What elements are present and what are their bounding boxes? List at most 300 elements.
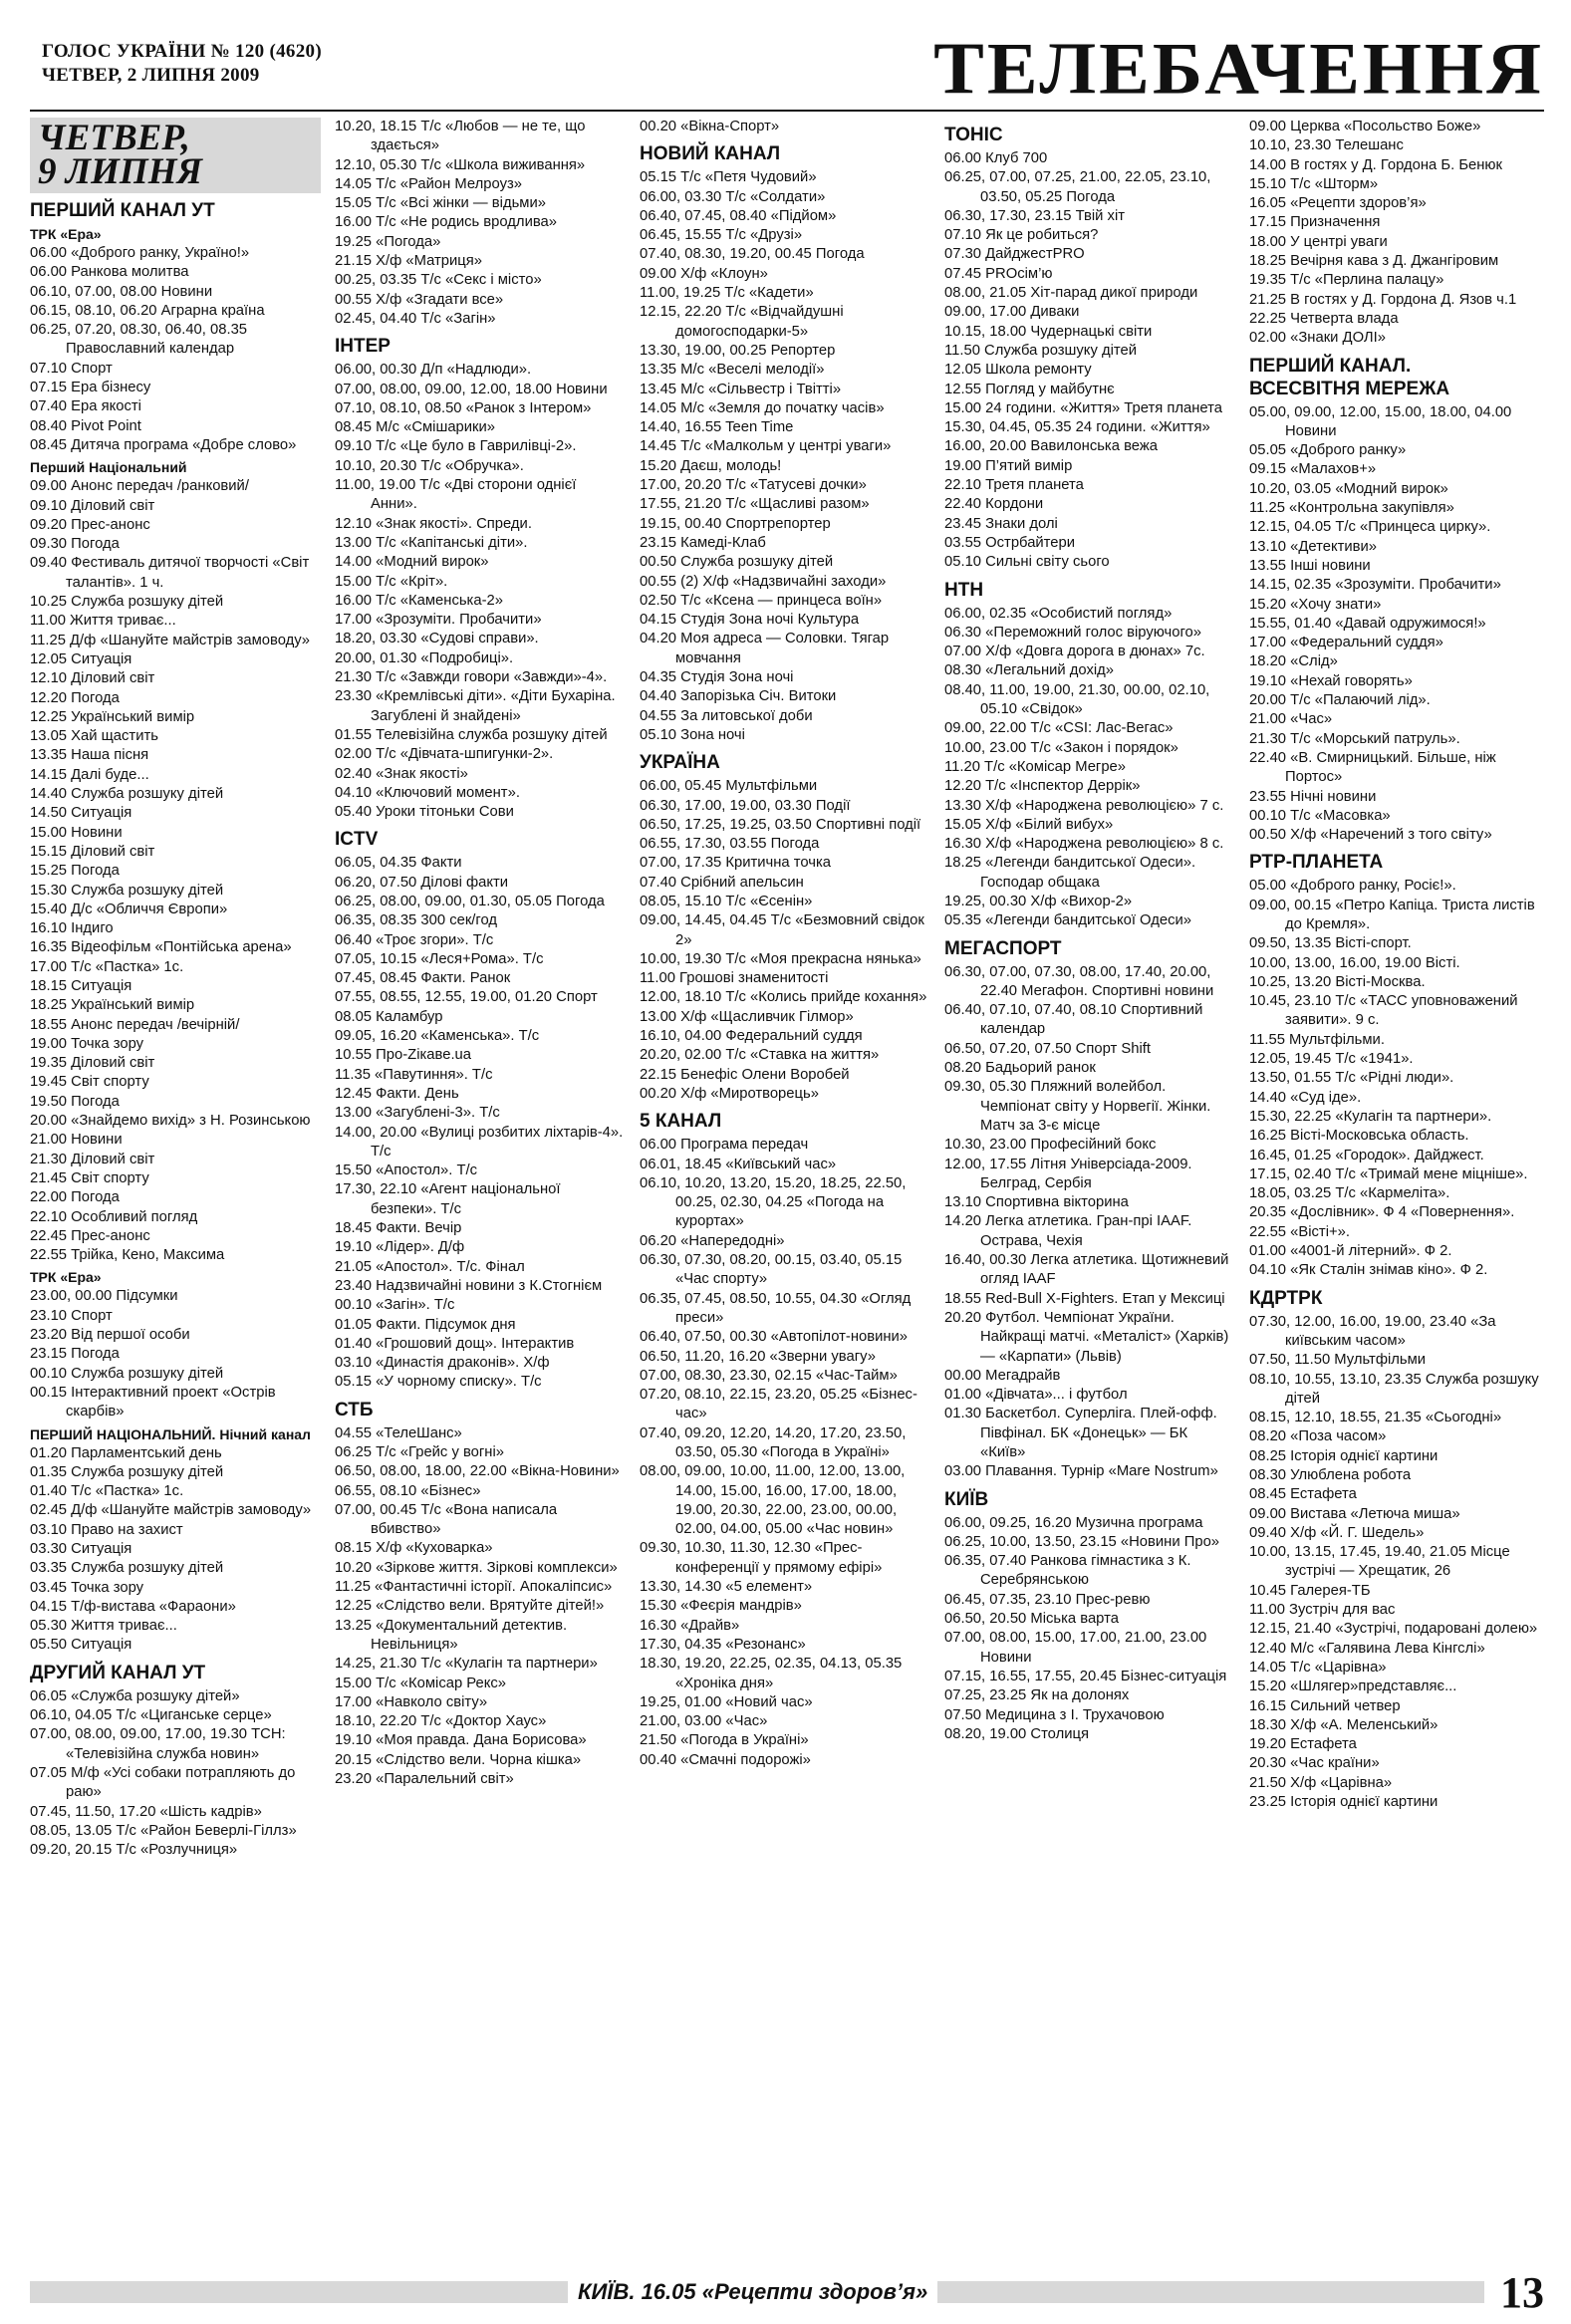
program-entry: 01.20 Парламентський день (30, 1444, 222, 1461)
channel-heading: УКРАЇНА (640, 752, 720, 774)
program-entry: 05.05 «Доброго ранку» (1249, 442, 1407, 459)
program-entry: 15.15 Діловий світ (30, 843, 155, 860)
program-entry: 19.15, 00.40 Спортрепортер (640, 515, 831, 532)
program-entry: 20.35 «Дослівник». Ф 4 «Повернення». (1249, 1204, 1515, 1221)
program-entry: 18.15 Ситуація (30, 977, 132, 994)
program-entry: 09.00, 22.00 Т/с «CSI: Лас-Вегас» (944, 720, 1174, 737)
channel-heading: КДРТРК (1249, 1287, 1323, 1309)
program-entry: 08.05, 15.10 Т/с «Єсенін» (640, 893, 813, 909)
day-heading-weekday: ЧЕТВЕР, (38, 118, 190, 158)
program-entry: 06.40, 07.50, 00.30 «Автопілот-новини» (640, 1329, 909, 1346)
program-entry: 15.40 Д/с «Обличчя Європи» (30, 901, 228, 917)
program-entry: 23.40 Надзвичайні новини з К.Стогнієм (335, 1277, 603, 1294)
listings (30, 118, 1544, 2261)
program-entry: 23.55 Нічні новини (1249, 788, 1377, 805)
program-entry: 13.10 Спортивна вікторина (944, 1194, 1129, 1211)
program-entry: 18.55 Red-Bull X-Fighters. Етап у Мексиці (944, 1290, 1225, 1307)
program-entry: 14.40 «Суд іде». (1249, 1089, 1362, 1106)
program-entry: 23.30 «Кремлівські діти». «Діти Бухаріна. Загублені й знайдені» (335, 688, 616, 724)
column-4 (944, 118, 1235, 2261)
program-entry: 11.25 «Контрольна закупівля» (1249, 500, 1454, 517)
program-entry: 05.30 Життя триває... (30, 1618, 177, 1635)
program-entry: 06.35, 07.45, 08.50, 10.55, 04.30 «Огляд преси» (640, 1290, 912, 1326)
channel-heading: ICTV (335, 829, 379, 851)
program-entry: 22.15 Бенефіс Олени Воробей (640, 1066, 850, 1083)
program-entry: 06.30 «Переможний голос віруючого» (944, 624, 1202, 641)
program-entry: 12.25 «Слідство вели. Врятуйте дітей!» (335, 1598, 605, 1615)
program-entry: 15.20 «Хочу знати» (1249, 596, 1382, 613)
program-entry: 18.30 Х/ф «А. Меленський» (1249, 1716, 1439, 1733)
program-entry: 19.35 Діловий світ (30, 1055, 155, 1072)
program-entry: 10.20 «Зіркове життя. Зіркові комплекси» (335, 1559, 618, 1576)
program-entry: 11.00 Життя триває... (30, 613, 176, 630)
program-entry: 13.45 М/с «Сільвестр і Твітті» (640, 381, 842, 397)
program-entry: 11.00, 19.25 Т/с «Кадети» (640, 285, 814, 302)
column-1 (30, 118, 321, 2261)
program-entry: 21.00 Новини (30, 1132, 123, 1149)
program-entry: 07.45 PROсім’ю (944, 265, 1053, 282)
program-entry: 10.20, 18.15 Т/с «Любов — не те, що здається» (335, 119, 586, 154)
program-entry: 06.10, 04.05 Т/с «Циганське серце» (30, 1707, 272, 1724)
program-entry: 06.10, 10.20, 13.20, 15.20, 18.25, 22.50, 00.25, 02.30, 04.25 «Погода на курортах» (640, 1174, 907, 1230)
program-entry: 12.00, 17.55 Літня Універсіада-2009. Белград, Сербія (944, 1156, 1192, 1191)
program-entry: 12.15, 22.20 Т/с «Відчайдушні домогосподарки-5» (640, 304, 844, 340)
program-entry: 20.00, 01.30 «Подробиці». (335, 649, 514, 666)
channel-heading: СТБ (335, 1399, 374, 1420)
program-entry: 14.40 Служба розшуку дітей (30, 786, 224, 803)
program-entry: 05.00 «Доброго ранку, Росіє!». (1249, 878, 1456, 895)
program-entry: 11.20 Т/с «Комісар Мегре» (944, 758, 1127, 775)
program-entry: 12.25 Український вимір (30, 708, 195, 725)
program-entry: 15.30 Служба розшуку дітей (30, 882, 224, 899)
program-entry: 21.25 В гостях у Д. Гордона Д. Язов ч.1 (1249, 291, 1517, 308)
program-entry: 06.00 Програма передач (640, 1137, 809, 1154)
program-entry: 13.10 «Детективи» (1249, 538, 1378, 555)
column-3 (640, 118, 930, 2261)
program-entry: 01.00 «4001-й літерний». Ф 2. (1249, 1243, 1452, 1260)
column-5 (1249, 118, 1540, 2261)
channel-heading: КИЇВ (944, 1488, 989, 1510)
program-entry: 12.05, 19.45 Т/с «1941». (1249, 1051, 1414, 1068)
channel-heading: 5 КАНАЛ (640, 1111, 722, 1133)
program-entry: 09.00, 14.45, 04.45 Т/с «Безмовний свідок 2» (640, 912, 924, 948)
program-entry: 06.50, 08.00, 18.00, 22.00 «Вікна-Новини» (335, 1463, 620, 1480)
program-entry: 14.05 Т/с «Царівна» (1249, 1659, 1387, 1676)
program-entry: 01.55 Телевізійна служба розшуку дітей (335, 726, 608, 743)
program-entry: 23.20 Від першої особи (30, 1327, 190, 1344)
program-entry: 19.20 Естафета (1249, 1736, 1357, 1753)
program-entry: 14.45 Т/с «Малкольм у центрі уваги» (640, 438, 892, 455)
column-2 (335, 118, 626, 2261)
footer (30, 2268, 1544, 2317)
channel-subheading: ТРК «Ера» (30, 1269, 102, 1286)
program-entry: 13.35 Наша пісня (30, 747, 149, 764)
program-entry: 18.20 «Слід» (1249, 653, 1338, 670)
program-entry: 08.05 Каламбур (335, 1008, 443, 1025)
program-entry: 08.20 Бадьорий ранок (944, 1060, 1096, 1077)
program-entry: 19.10 «Нехай говорять» (1249, 672, 1413, 689)
program-entry: 22.45 Прес-анонс (30, 1227, 150, 1244)
program-entry: 20.20, 02.00 Т/с «Ставка на життя» (640, 1047, 880, 1064)
program-entry: 14.05 М/с «Земля до початку часів» (640, 399, 885, 416)
program-entry: 22.10 Особливий погляд (30, 1208, 198, 1225)
program-entry: 07.40 Ера якості (30, 398, 141, 415)
program-entry: 01.00 «Дівчата»... і футбол (944, 1387, 1128, 1404)
program-entry: 07.05 М/ф «Усі собаки потрапляють до раю» (30, 1764, 296, 1801)
program-entry: 18.30, 19.20, 22.25, 02.35, 04.13, 05.35 «Хроніка дня» (640, 1656, 903, 1691)
program-entry: 06.40 «Троє згори». Т/с (335, 931, 494, 948)
program-entry: 06.00 Ранкова молитва (30, 264, 189, 281)
program-entry: 11.25 «Фантастичні історії. Апокаліпсис» (335, 1579, 613, 1596)
program-entry: 07.00, 08.00, 09.00, 17.00, 19.30 ТСН: «Телевізійна служба новин» (30, 1726, 286, 1762)
issue-number: ГОЛОС УКРАЇНИ № 120 (4620) (42, 41, 322, 62)
program-entry: 21.30 Т/с «Завжди говори «Завжди»-4». (335, 669, 608, 686)
program-entry: 17.30, 22.10 «Агент національної безпеки». Т/с (335, 1181, 561, 1217)
program-entry: 06.40, 07.45, 08.40 «Підйом» (640, 207, 837, 224)
program-entry: 07.40, 09.20, 12.20, 14.20, 17.20, 23.50, 03.50, 05.30 «Погода в Україні» (640, 1424, 907, 1460)
program-entry: 19.00 Точка зору (30, 1035, 144, 1052)
program-entry: 14.40, 16.55 Teen Time (640, 419, 794, 436)
program-entry: 21.00, 03.00 «Час» (640, 1713, 768, 1730)
program-entry: 11.00 Грошові знаменитості (640, 970, 829, 987)
program-entry: 06.20 «Напередодні» (640, 1232, 785, 1249)
program-entry: 03.55 Острбайтери (944, 534, 1076, 551)
program-entry: 06.00, 09.25, 16.20 Музична програма (944, 1514, 1203, 1531)
program-entry: 06.20, 07.50 Ділові факти (335, 874, 509, 891)
program-entry: 10.25, 13.20 Вісті-Москва. (1249, 973, 1426, 990)
program-entry: 07.00, 08.00, 15.00, 17.00, 21.00, 23.00 Новини (944, 1630, 1207, 1666)
program-entry: 06.30, 17.00, 19.00, 03.30 Події (640, 797, 851, 814)
program-entry: 08.25 Історія однієї картини (1249, 1447, 1439, 1464)
program-entry: 09.00, 17.00 Диваки (944, 304, 1080, 321)
program-entry: 08.00, 09.00, 10.00, 11.00, 12.00, 13.00, 14.00, 15.00, 16.00, 17.00, 18.00, 19.00, 20.30, 22.00, 23.00, 00.00, 02.00, 04.00, 05.00 «Час новин» (640, 1463, 906, 1538)
program-entry: 08.30 «Легальний дохід» (944, 662, 1115, 679)
program-entry: 07.40 Срібний апельсин (640, 874, 804, 891)
program-entry: 22.25 Четверта влада (1249, 310, 1399, 327)
program-entry: 18.00 У центрі уваги (1249, 233, 1388, 250)
program-entry: 15.10 Т/с «Шторм» (1249, 175, 1379, 192)
program-entry: 13.00 Т/с «Капітанські діти». (335, 534, 528, 551)
program-entry: 06.30, 07.30, 08.20, 00.15, 03.40, 05.15 «Час спорту» (640, 1252, 903, 1288)
program-entry: 04.15 Студія Зона ночі Культура (640, 612, 860, 629)
program-entry: 17.00 Т/с «Пастка» 1с. (30, 958, 184, 975)
program-entry: 09.05, 16.20 «Каменська». Т/с (335, 1028, 540, 1045)
program-entry: 09.10 Т/с «Це було в Гаврилівці-2». (335, 438, 577, 455)
program-entry: 05.40 Уроки тітоньки Сови (335, 804, 514, 821)
program-entry: 06.30, 17.30, 23.15 Твій хіт (944, 207, 1126, 224)
channel-heading: ТОНІС (944, 125, 1003, 145)
program-entry: 07.55, 08.55, 12.55, 19.00, 01.20 Спорт (335, 989, 598, 1006)
program-entry: 21.05 «Апостол». Т/с. Фінал (335, 1258, 525, 1275)
program-entry: 16.25 Вісті-Московська область. (1249, 1128, 1469, 1145)
program-entry: 08.45 Дитяча програма «Добре слово» (30, 436, 297, 453)
program-entry: 10.00, 19.30 Т/с «Моя прекрасна нянька» (640, 950, 921, 967)
program-entry: 20.30 «Час країни» (1249, 1755, 1380, 1772)
program-entry: 12.55 Погляд у майбутнє (944, 381, 1115, 397)
program-entry: 09.15 «Малахов+» (1249, 461, 1377, 478)
program-entry: 18.25 «Легенди бандитської Одеси». Господар общака (944, 855, 1196, 891)
program-entry: 16.00, 20.00 Вавилонська вежа (944, 438, 1158, 455)
program-entry: 20.00 «Знайдемо вихід» з Н. Розинською (30, 1113, 311, 1130)
program-entry: 13.55 Інші новини (1249, 557, 1371, 574)
program-entry: 10.00, 13.15, 17.45, 19.40, 21.05 Місце зустрічі — Хрещатик, 26 (1249, 1544, 1510, 1580)
program-entry: 20.20 Футбол. Чемпіонат України. Найкращі матчі. «Металіст» (Харків) — «Карпати» (Львів) (944, 1309, 1229, 1365)
program-entry: 10.00, 23.00 Т/с «Закон і порядок» (944, 739, 1178, 756)
program-entry: 06.05, 04.35 Факти (335, 855, 462, 872)
program-entry: 06.00, 00.30 Д/п «Надлюди». (335, 362, 532, 379)
program-entry: 22.10 Третя планета (944, 477, 1084, 494)
program-entry: 06.30, 07.00, 07.30, 08.00, 17.40, 20.00, 22.40 Мегафон. Спортивні новини (944, 963, 1214, 999)
program-entry: 17.30, 04.35 «Резонанс» (640, 1636, 806, 1653)
program-entry: 16.05 «Рецепти здоров’я» (1249, 195, 1427, 212)
program-entry: 08.05, 13.05 Т/с «Район Беверлі-Гіллз» (30, 1822, 297, 1839)
program-entry: 06.35, 07.40 Ранкова гімнастика з К. Серебрянською (944, 1553, 1191, 1589)
program-entry: 16.00 Т/с «Каменська-2» (335, 592, 503, 609)
program-entry: 18.05, 03.25 Т/с «Кармеліта». (1249, 1185, 1450, 1202)
program-entry: 14.00, 20.00 «Вулиці розбитих ліхтарів-4». Т/с (335, 1124, 624, 1160)
program-entry: 06.15, 08.10, 06.20 Аграрна країна (30, 302, 265, 319)
program-entry: 02.50 Т/с «Ксена — принцеса воїн» (640, 592, 883, 609)
program-entry: 13.30, 14.30 «5 елемент» (640, 1579, 813, 1596)
program-entry: 19.25, 00.30 Х/ф «Вихор-2» (944, 893, 1133, 909)
program-entry: 15.05 Т/с «Всі жінки — відьми» (335, 195, 546, 212)
program-entry: 00.10 «Загін». Т/с (335, 1297, 455, 1314)
program-entry: 21.15 Х/ф «Матриця» (335, 253, 483, 270)
program-entry: 13.00 Х/ф «Щасливчик Гілмор» (640, 1008, 854, 1025)
program-entry: 11.55 Мультфільми. (1249, 1031, 1385, 1048)
program-entry: 04.55 «ТелеШанс» (335, 1424, 462, 1441)
program-entry: 19.10 «Моя правда. Дана Борисова» (335, 1732, 587, 1749)
program-entry: 15.00 24 години. «Життя» Третя планета (944, 399, 1223, 416)
program-entry: 17.00 «Федеральний суддя» (1249, 635, 1443, 651)
program-entry: 12.05 Ситуація (30, 650, 132, 667)
program-entry: 21.50 Х/ф «Царівна» (1249, 1774, 1393, 1791)
program-entry: 09.40 Х/ф «Й. Г. Шедель» (1249, 1524, 1425, 1541)
program-entry: 20.00 Т/с «Палаючий лід». (1249, 692, 1431, 709)
program-entry: 07.05, 10.15 «Леся+Рома». Т/с (335, 950, 544, 967)
masthead (30, 28, 1544, 110)
program-entry: 07.10 Спорт (30, 360, 113, 377)
program-entry: 13.30 Х/ф «Народжена революцією» 7 с. (944, 797, 1224, 814)
program-entry: 05.10 Зона ночі (640, 726, 745, 743)
program-entry: 13.30, 19.00, 00.25 Репортер (640, 342, 836, 359)
program-entry: 19.25, 01.00 «Новий час» (640, 1693, 813, 1710)
program-entry: 22.55 «Вісті+». (1249, 1223, 1350, 1240)
program-entry: 19.10 «Лідер». Д/ф (335, 1239, 465, 1256)
program-entry: 12.05 Школа ремонту (944, 362, 1092, 379)
program-entry: 05.00, 09.00, 12.00, 15.00, 18.00, 04.00 Новини (1249, 403, 1512, 439)
program-entry: 09.10 Діловий світ (30, 497, 155, 514)
header-divider (30, 110, 1544, 112)
program-entry: 07.10, 08.10, 08.50 «Ранок з Інтером» (335, 399, 592, 416)
program-entry: 12.15, 21.40 «Зустрічі, подаровані долею» (1249, 1621, 1538, 1638)
day-heading (30, 118, 321, 193)
program-entry: 06.45, 15.55 Т/с «Друзі» (640, 227, 803, 244)
program-entry: 02.45 Д/ф «Шануйте майстрів замоводу» (30, 1502, 312, 1519)
program-entry: 10.10, 23.30 Телешанс (1249, 137, 1404, 154)
program-entry: 00.10 Служба розшуку дітей (30, 1365, 224, 1382)
program-entry: 00.15 Інтерактивний проект «Острів скарбів» (30, 1384, 276, 1420)
program-entry: 06.10, 07.00, 08.00 Новини (30, 283, 213, 300)
program-entry: 16.15 Сильний четвер (1249, 1697, 1401, 1714)
program-entry: 16.40, 00.30 Легка атлетика. Щотижневий огляд IAAF (944, 1252, 1229, 1288)
program-entry: 17.00 «Зрозуміти. Пробачити» (335, 612, 542, 629)
channel-subheading: ПЕРШИЙ НАЦІОНАЛЬНИЙ. Нічний канал (30, 1425, 311, 1442)
program-entry: 07.00, 00.45 Т/с «Вона написала вбивство» (335, 1501, 558, 1538)
program-entry: 21.45 Світ спорту (30, 1169, 149, 1186)
program-entry: 07.15 Ера бізнесу (30, 380, 151, 396)
program-entry: 21.30 Діловий світ (30, 1151, 155, 1167)
program-entry: 05.10 Сильні світу сього (944, 554, 1110, 571)
program-entry: 06.25, 08.00, 09.00, 01.30, 05.05 Погода (335, 893, 605, 909)
program-entry: 13.25 «Документальний детектив. Невільниця» (335, 1617, 568, 1653)
program-entry: 16.30 «Драйв» (640, 1617, 740, 1634)
program-entry: 07.40, 08.30, 19.20, 00.45 Погода (640, 246, 865, 263)
program-entry: 05.35 «Легенди бандитської Одеси» (944, 912, 1191, 929)
program-entry: 10.55 Про-Zікаве.ua (335, 1047, 472, 1064)
program-entry: 09.30, 10.30, 11.30, 12.30 «Прес-конференції у прямому ефірі» (640, 1540, 883, 1576)
program-entry: 12.15, 04.05 Т/с «Принцеса цирку». (1249, 519, 1491, 536)
program-entry: 08.45 Естафета (1249, 1486, 1357, 1503)
program-entry: 14.50 Ситуація (30, 805, 132, 822)
program-entry: 16.10, 04.00 Федеральний суддя (640, 1028, 863, 1045)
program-entry: 00.40 «Смачні подорожі» (640, 1751, 811, 1768)
program-entry: 07.00, 08.00, 09.00, 12.00, 18.00 Новини (335, 381, 608, 397)
program-entry: 06.50, 11.20, 16.20 «Зверни увагу» (640, 1348, 876, 1365)
program-entry: 07.45, 11.50, 17.20 «Шість кадрів» (30, 1803, 262, 1820)
program-entry: 04.35 Студія Зона ночі (640, 669, 794, 686)
channel-heading: НТН (944, 579, 984, 601)
program-entry: 01.40 «Грошовий дощ». Інтерактив (335, 1335, 575, 1352)
program-entry: 03.30 Ситуація (30, 1541, 132, 1557)
program-entry: 23.15 Камеді-Клаб (640, 534, 766, 551)
program-entry: 15.25 Погода (30, 863, 120, 880)
program-entry: 00.20 «Вікна-Спорт» (640, 119, 780, 134)
program-entry: 15.30, 04.45, 05.35 24 години. «Життя» (944, 419, 1210, 436)
program-entry: 15.30 «Феєрія мандрів» (640, 1598, 802, 1615)
program-entry: 04.10 «Як Сталін знімав кіно». Ф 2. (1249, 1262, 1488, 1279)
program-entry: 06.25, 07.20, 08.30, 06.40, 08.35 Православний календар (30, 322, 248, 358)
program-entry: 06.40, 07.10, 07.40, 08.10 Спортивний календар (944, 1002, 1203, 1038)
day-heading-date: 9 ЛИПНЯ (38, 151, 202, 192)
program-entry: 18.25 Вечірня кава з Д. Джангіровим (1249, 253, 1499, 270)
program-entry: 16.30 Х/ф «Народжена революцією» 8 с. (944, 836, 1224, 853)
program-entry: 21.50 «Погода в Україні» (640, 1732, 809, 1749)
program-entry: 03.10 «Династія драконів». Х/ф (335, 1355, 550, 1372)
program-entry: 09.00 Анонс передач /ранковий/ (30, 478, 249, 495)
channel-heading: ДРУГИЙ КАНАЛ УТ (30, 1662, 206, 1683)
program-entry: 08.45 М/с «Смішарики» (335, 419, 496, 436)
program-entry: 17.15 Призначення (1249, 214, 1381, 231)
issue-date: ЧЕТВЕР, 2 ЛИПНЯ 2009 (42, 65, 260, 86)
program-entry: 07.30, 12.00, 16.00, 19.00, 23.40 «За київським часом» (1249, 1313, 1496, 1349)
program-entry: 14.25, 21.30 Т/с «Кулагін та партнери» (335, 1656, 598, 1673)
program-entry: 05.50 Ситуація (30, 1637, 132, 1654)
program-entry: 15.30, 22.25 «Кулагін та партнери». (1249, 1108, 1492, 1125)
footer-promo: КИЇВ. 16.05 «Рецепти здоров’я» (568, 2279, 937, 2305)
program-entry: 14.00 В гостях у Д. Гордона Б. Бенюк (1249, 156, 1503, 173)
program-entry: 09.30 Погода (30, 536, 120, 553)
program-entry: 23.25 Історія однієї картини (1249, 1794, 1439, 1811)
program-entry: 08.00, 21.05 Хіт-парад дикої природи (944, 285, 1198, 302)
program-entry: 17.00 «Навколо світу» (335, 1693, 488, 1710)
program-entry: 07.15, 16.55, 17.55, 20.45 Бізнес-ситуація (944, 1668, 1227, 1684)
program-entry: 23.00, 00.00 Підсумки (30, 1288, 178, 1305)
program-entry: 20.15 «Слідство вели. Чорна кішка» (335, 1751, 582, 1768)
program-entry: 06.55, 17.30, 03.55 Погода (640, 836, 820, 853)
program-entry: 18.10, 22.20 Т/с «Доктор Хаус» (335, 1713, 547, 1730)
program-entry: 15.05 Х/ф «Білий вибух» (944, 816, 1114, 833)
program-entry: 06.05 «Служба розшуку дітей» (30, 1687, 240, 1704)
program-entry: 22.40 «В. Смирницький. Більше, ніж Портос» (1249, 749, 1496, 786)
program-entry: 21.30 Т/с «Морський патруль». (1249, 730, 1460, 747)
channel-subheading: ТРК «Ера» (30, 226, 102, 242)
program-entry: 16.45, 01.25 «Городок». Дайджест. (1249, 1147, 1484, 1163)
channel-heading: РТР-ПЛАНЕТА (1249, 852, 1384, 874)
program-entry: 01.30 Баскетбол. Суперліга. Плей-офф. Півфінал. БК «Донецьк» — БК «Київ» (944, 1406, 1217, 1460)
program-entry: 09.20 Прес-анонс (30, 516, 150, 533)
program-entry: 16.35 Відеофільм «Понтійська арена» (30, 939, 292, 956)
program-entry: 10.10, 20.30 Т/с «Обручка». (335, 457, 524, 474)
program-entry: 09.00 Церква «Посольство Боже» (1249, 119, 1481, 134)
program-entry: 15.20 Даєш, молодь! (640, 457, 782, 474)
program-entry: 00.00 Мегадрайв (944, 1367, 1061, 1384)
program-entry: 10.20, 03.05 «Модний вирок» (1249, 480, 1448, 497)
program-entry: 18.25 Український вимір (30, 997, 195, 1014)
program-entry: 11.00, 19.00 Т/с «Дві сторони однієї Анни». (335, 477, 577, 513)
channel-subheading: Перший Національний (30, 459, 187, 476)
program-entry: 15.50 «Апостол». Т/с (335, 1162, 478, 1179)
program-entry: 09.00 Х/ф «Клоун» (640, 265, 768, 282)
program-entry: 09.00, 00.15 «Петро Капіца. Триста листів до Кремля». (1249, 897, 1535, 932)
program-entry: 06.35, 08.35 300 сек/год (335, 912, 498, 929)
program-entry: 07.30 ДайджестPRO (944, 246, 1085, 263)
program-entry: 07.45, 08.45 Факти. Ранок (335, 970, 511, 987)
program-entry: 15.00 Т/с «Кріт». (335, 573, 448, 590)
program-entry: 12.10 «Знак якості». Спреди. (335, 515, 532, 532)
channel-heading: МЕГАСПОРТ (944, 937, 1062, 959)
program-entry: 15.55, 01.40 «Давай одружимося!» (1249, 615, 1486, 632)
program-entry: 07.50, 11.50 Мультфільми (1249, 1352, 1427, 1369)
program-entry: 09.50, 13.35 Вісті-спорт. (1249, 935, 1412, 952)
channel-heading: ПЕРШИЙ КАНАЛ. ВСЕСВІТНЯ МЕРЕЖА (1249, 355, 1450, 399)
program-entry: 19.50 Погода (30, 1093, 120, 1110)
program-entry: 15.20 «Шлягер»представляє... (1249, 1678, 1457, 1695)
program-entry: 06.00 Клуб 700 (944, 150, 1048, 166)
program-entry: 18.45 Факти. Вечір (335, 1220, 462, 1237)
program-entry: 13.35 М/с «Веселі мелодії» (640, 362, 825, 379)
program-entry: 08.30 Улюблена робота (1249, 1467, 1412, 1483)
program-entry: 11.50 Служба розшуку дітей (944, 342, 1137, 359)
program-entry: 10.45, 23.10 Т/с «ТАСС уповноважений заявити». 9 с. (1249, 993, 1518, 1029)
page-number: 13 (1500, 2268, 1544, 2317)
program-entry: 12.20 Т/с «Інспектор Деррік» (944, 778, 1141, 795)
program-entry: 06.00 «Доброго ранку, Україно!» (30, 245, 250, 261)
program-entry: 06.45, 07.35, 23.10 Прес-ревю (944, 1591, 1151, 1608)
program-entry: 07.25, 23.25 Як на долонях (944, 1687, 1130, 1704)
program-entry: 12.20 Погода (30, 689, 120, 706)
channel-heading: ІНТЕР (335, 336, 391, 358)
program-entry: 14.00 «Модний вирок» (335, 554, 489, 571)
program-entry: 14.15, 02.35 «Зрозуміти. Пробачити» (1249, 577, 1501, 594)
program-entry: 01.05 Факти. Підсумок дня (335, 1316, 516, 1333)
program-entry: 12.10 Діловий світ (30, 670, 155, 687)
program-entry: 08.15 Х/ф «Куховарка» (335, 1540, 493, 1557)
program-entry: 16.00 Т/с «Не родись вродлива» (335, 214, 557, 231)
program-entry: 02.45, 04.40 Т/с «Загін» (335, 310, 496, 327)
program-entry: 02.00 «Знаки ДОЛІ» (1249, 330, 1386, 347)
program-entry: 02.40 «Знак якості» (335, 765, 468, 782)
